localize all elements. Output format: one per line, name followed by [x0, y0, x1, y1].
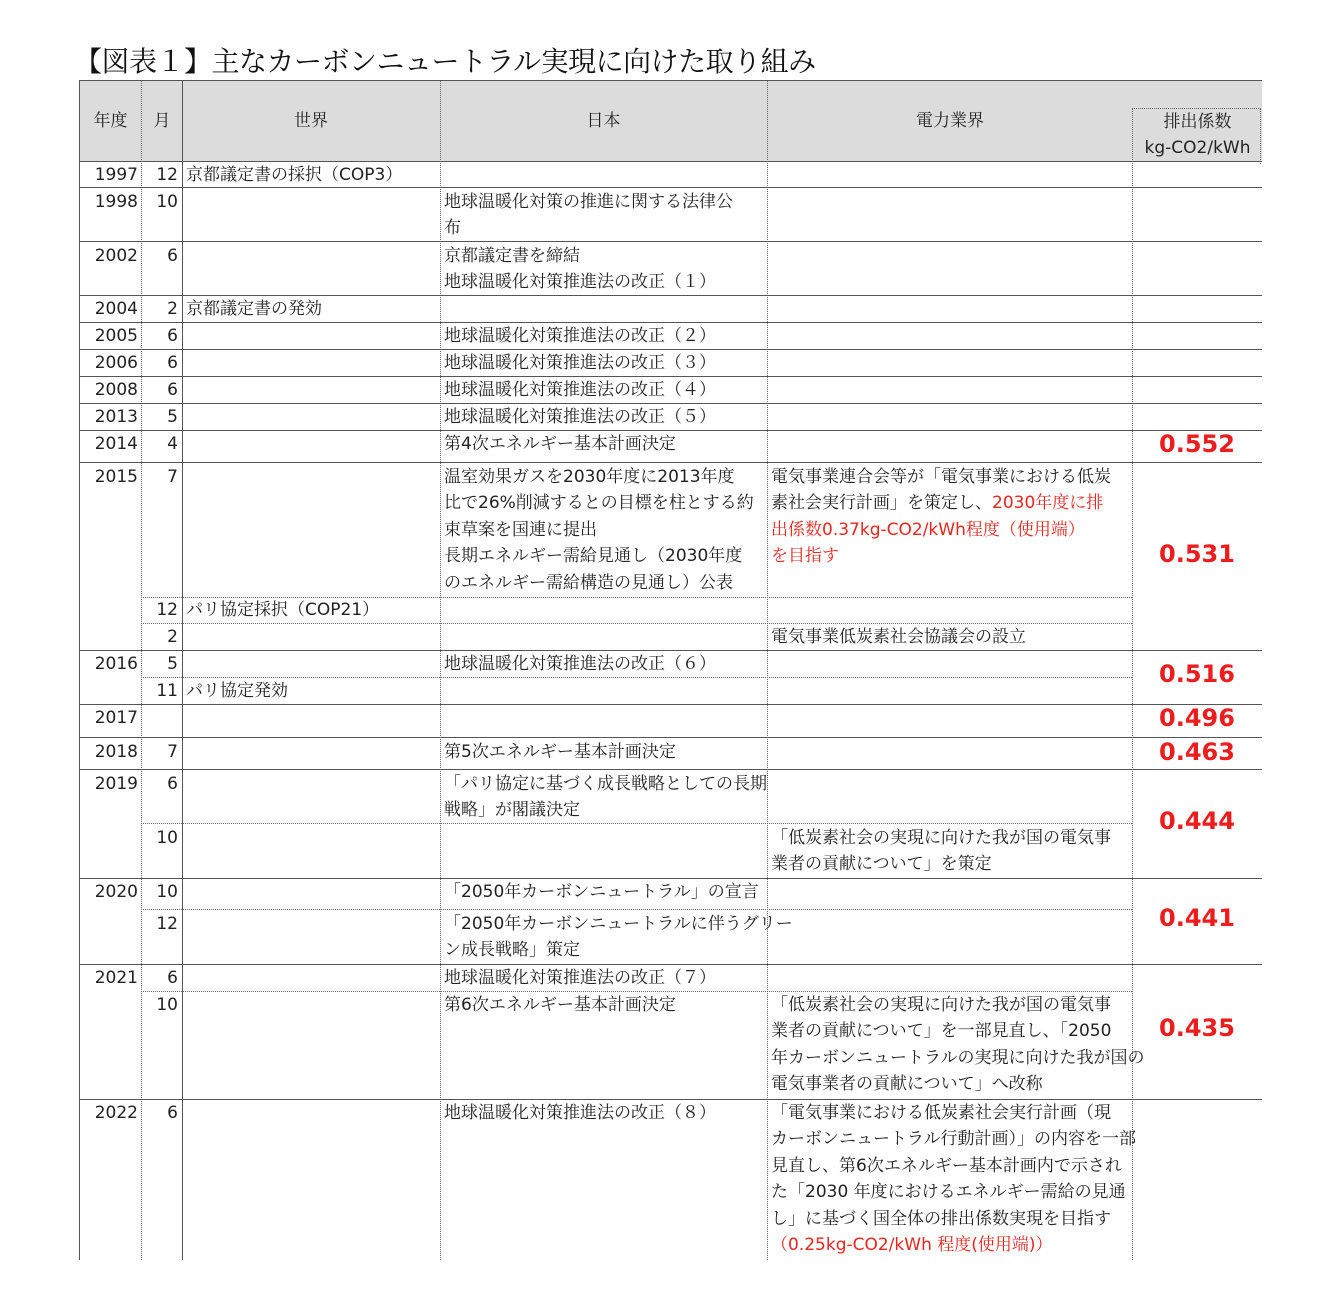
japan-event: 地球温暖化対策推進法の改正（５）	[444, 407, 716, 427]
japan-event: 地球温暖化対策推進法の改正（３）	[444, 353, 716, 373]
power-event: 業者の貢献について」を策定	[771, 854, 992, 874]
vline-right	[1260, 108, 1261, 164]
header-emission-unit: kg-CO2/kWh	[1144, 138, 1251, 158]
vline-left	[79, 80, 80, 1260]
header-year: 年度	[93, 111, 128, 131]
world-event: パリ協定採択（COP21）	[186, 600, 380, 620]
month-cell: 12	[156, 165, 178, 185]
vline-month-world	[182, 80, 183, 1260]
emission-factor-value: 0.441	[1159, 904, 1235, 932]
power-event-target: 出係数0.37kg-CO2/kWh程度（使用端）	[771, 520, 1085, 540]
japan-event: 長期エネルギー需給見通し（2030年度	[444, 546, 743, 566]
emission-factor-value: 0.463	[1159, 738, 1235, 766]
month-cell: 2	[167, 299, 178, 319]
year-cell: 2002	[94, 246, 138, 266]
month-cell: 6	[167, 353, 178, 373]
month-cell: 10	[156, 828, 178, 848]
year-cell: 2016	[94, 654, 138, 674]
month-cell: 6	[167, 326, 178, 346]
month-cell: 7	[167, 742, 178, 762]
month-cell: 2	[167, 627, 178, 647]
month-cell: 4	[167, 434, 178, 454]
month-cell: 10	[156, 192, 178, 212]
power-event: 「低炭素社会の実現に向けた我が国の電気事	[771, 828, 1111, 848]
power-event: 「電気事業における低炭素社会実行計画（現	[771, 1103, 1111, 1123]
header-world: 世界	[294, 111, 328, 131]
emission-factor-value: 0.444	[1159, 807, 1235, 835]
power-event: 業者の貢献について」を一部見直し、「2050	[771, 1021, 1112, 1041]
japan-event: 第5次エネルギー基本計画決定	[444, 742, 676, 762]
year-cell: 2022	[94, 1103, 138, 1123]
emission-factor-value: 0.496	[1159, 704, 1235, 732]
hline	[79, 80, 1262, 81]
vline-japan-power	[767, 80, 768, 1260]
year-cell: 2015	[94, 467, 138, 487]
header-power: 電力業界	[916, 111, 984, 131]
year-cell: 2021	[94, 968, 138, 988]
month-cell: 6	[167, 1103, 178, 1123]
header-emission-label: 排出係数	[1163, 112, 1232, 132]
world-event: 京都議定書の採択（COP3）	[186, 165, 403, 185]
page-title: 【図表１】主なカーボンニュートラル実現に向けた取り組み	[74, 45, 816, 78]
japan-event: 「2050年カーボンニュートラル」の宣言	[444, 882, 759, 902]
power-event: 電気事業連合会等が「電気事業における低炭	[771, 467, 1111, 487]
japan-event: 地球温暖化対策推進法の改正（６）	[444, 654, 716, 674]
power-event: カーボンニュートラル行動計画）」の内容を一部	[771, 1129, 1136, 1149]
japan-event: 地球温暖化対策推進法の改正（２）	[444, 326, 716, 346]
hline-sub	[141, 823, 1132, 824]
year-cell: 2006	[94, 353, 138, 373]
year-cell: 2008	[94, 380, 138, 400]
power-event: 見直し、第6次エネルギー基本計画内で示され	[771, 1156, 1122, 1176]
vline-year-month	[141, 80, 142, 1260]
month-cell: 5	[167, 407, 178, 427]
hline	[79, 769, 1262, 770]
power-event: 電気事業者の貢献について」へ改称	[771, 1074, 1043, 1094]
power-event-text: 素社会実行計画」を策定し、	[771, 493, 992, 513]
emission-factor-value: 0.552	[1159, 430, 1235, 458]
hline	[79, 462, 1262, 463]
month-cell: 7	[167, 467, 178, 487]
japan-event: 「パリ協定に基づく成長戦略としての長期	[444, 774, 767, 794]
vline-power-emission	[1132, 108, 1133, 1260]
hline	[79, 737, 1262, 738]
japan-event: 戦略」が閣議決定	[444, 800, 580, 820]
month-cell: 11	[156, 681, 178, 701]
world-event: 京都議定書の発効	[186, 299, 322, 319]
year-cell: 2004	[94, 299, 138, 319]
month-cell: 6	[167, 968, 178, 988]
emission-factor-value: 0.531	[1159, 540, 1235, 568]
japan-event: 比で26%削減するとの目標を柱とする約	[444, 493, 754, 513]
emission-header-top	[1132, 108, 1261, 109]
power-event: 「低炭素社会の実現に向けた我が国の電気事	[771, 995, 1111, 1015]
japan-event: 束草案を国連に提出	[444, 520, 597, 540]
power-event: 電気事業低炭素社会協議会の設立	[771, 627, 1026, 647]
month-cell: 6	[167, 380, 178, 400]
year-cell: 2017	[94, 708, 138, 728]
world-event: パリ協定発効	[186, 681, 288, 701]
japan-event: 布	[444, 218, 461, 238]
month-cell: 12	[156, 600, 178, 620]
year-cell: 2018	[94, 742, 138, 762]
month-cell: 10	[156, 882, 178, 902]
month-cell: 5	[167, 654, 178, 674]
year-cell: 1997	[94, 165, 138, 185]
japan-event: 第4次エネルギー基本計画決定	[444, 434, 676, 454]
header-month: 月	[153, 111, 171, 131]
japan-event: 地球温暖化対策推進法の改正（４）	[444, 380, 716, 400]
emission-factor-value: 0.435	[1159, 1014, 1235, 1042]
emission-factor-value: 0.516	[1159, 660, 1235, 688]
hline	[79, 241, 1262, 242]
month-cell: 6	[167, 246, 178, 266]
power-event: 年カーボンニュートラルの実現に向けた我が国の	[771, 1048, 1145, 1068]
year-cell: 2005	[94, 326, 138, 346]
japan-event: のエネルギー需給構造の見通し）公表	[444, 573, 733, 593]
year-cell: 2019	[94, 774, 138, 794]
year-cell: 2020	[94, 882, 138, 902]
month-cell: 6	[167, 774, 178, 794]
japan-event: 京都議定書を締結	[444, 246, 580, 266]
hline-sub	[141, 909, 1132, 910]
power-event-target: 2030年度に排	[992, 493, 1104, 513]
japan-event: 温室効果ガスを2030年度に2013年度	[444, 467, 735, 487]
power-event-target: を目指す	[771, 546, 839, 566]
power-event-target: （0.25kg-CO2/kWh 程度(使用端)）	[771, 1235, 1053, 1255]
japan-event: 第6次エネルギー基本計画決定	[444, 995, 676, 1015]
japan-event: ン成長戦略」策定	[444, 940, 580, 960]
power-event: た「2030 年度におけるエネルギー需給の見通	[771, 1182, 1126, 1202]
japan-event: 地球温暖化対策推進法の改正（８）	[444, 1103, 716, 1123]
month-cell: 12	[156, 914, 178, 934]
month-cell: 10	[156, 995, 178, 1015]
japan-event: 地球温暖化対策推進法の改正（１）	[444, 272, 716, 292]
year-cell: 2014	[94, 434, 138, 454]
year-cell: 1998	[94, 192, 138, 212]
header-japan: 日本	[586, 111, 621, 131]
year-cell: 2013	[94, 407, 138, 427]
power-event: し」に基づく国全体の排出係数実現を目指す	[771, 1209, 1111, 1229]
japan-event: 地球温暖化対策の推進に関する法律公	[444, 192, 733, 212]
japan-event: 地球温暖化対策推進法の改正（７）	[444, 968, 716, 988]
vline-world-japan	[440, 80, 441, 1260]
japan-event: 「2050年カーボンニュートラルに伴うグリー	[444, 914, 793, 934]
power-event	[771, 490, 1103, 517]
